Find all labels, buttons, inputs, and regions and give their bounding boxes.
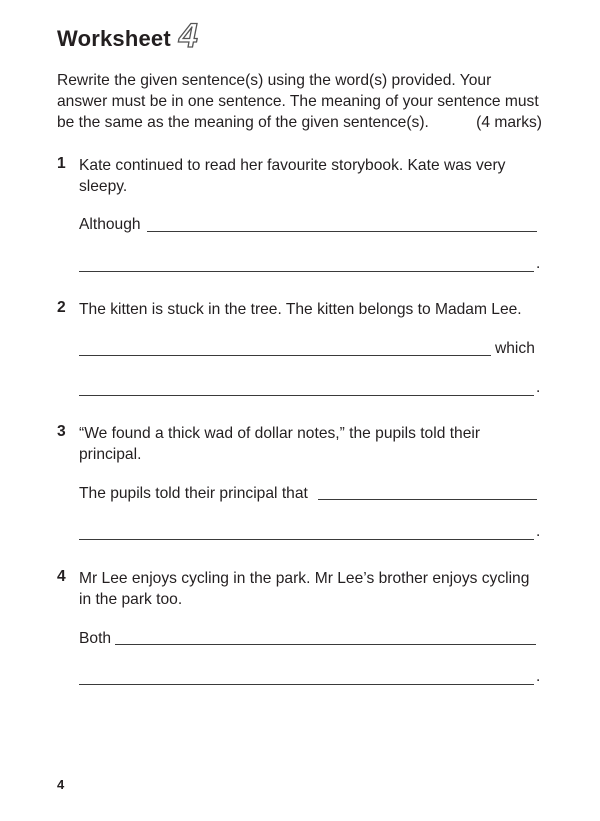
question-3-text: “We found a thick wad of dollar notes,” the pupils told their principal. [79, 425, 481, 463]
question-2-text: The kitten is stuck in the tree. The kitten belongs to Madam Lee. [79, 301, 522, 318]
question-3-prompt: The pupils told their principal that [79, 485, 308, 502]
instructions-text: Rewrite the given sentence(s) using the word(s) provided. Your answer must be in one sentence. The meaning of your sentence must be the same as the meaning of the given sentence(s). [57, 72, 539, 131]
question-2-answer-line-2[interactable] [79, 395, 534, 396]
worksheet-number: 4 [178, 17, 198, 55]
question-4-prompt: Both [79, 630, 112, 647]
question-1-period: . [536, 255, 541, 272]
question-4-number: 4 [57, 568, 66, 585]
question-4-answer-line-1[interactable] [115, 644, 536, 645]
worksheet-title [57, 17, 198, 56]
page-number: 4 [57, 777, 65, 792]
question-2-end-word: which [495, 340, 535, 357]
question-3-period: . [536, 523, 541, 540]
question-1-answer-line-1[interactable] [147, 231, 537, 232]
question-1-text: Kate continued to read her favourite storybook. Kate was very sleepy. [79, 157, 506, 195]
question-2-number: 2 [57, 299, 66, 316]
question-1-prompt: Although [79, 216, 141, 233]
worksheet-title-text: Worksheet [57, 26, 171, 51]
question-2-period: . [536, 379, 541, 396]
question-1-number: 1 [57, 155, 66, 172]
question-1-answer-line-2[interactable] [79, 271, 534, 272]
question-4-answer-line-2[interactable] [79, 684, 534, 685]
question-4-text: Mr Lee enjoys cycling in the park. Mr Lee’s brother enjoys cycling in the park too. [79, 570, 530, 608]
marks-label: (4 marks) [476, 114, 542, 131]
instructions [57, 70, 542, 133]
question-3-number: 3 [57, 423, 66, 440]
question-4-period: . [536, 668, 541, 685]
question-2-answer-line-1[interactable] [79, 355, 491, 356]
question-3-answer-line-1[interactable] [318, 499, 537, 500]
question-3-answer-line-2[interactable] [79, 539, 534, 540]
